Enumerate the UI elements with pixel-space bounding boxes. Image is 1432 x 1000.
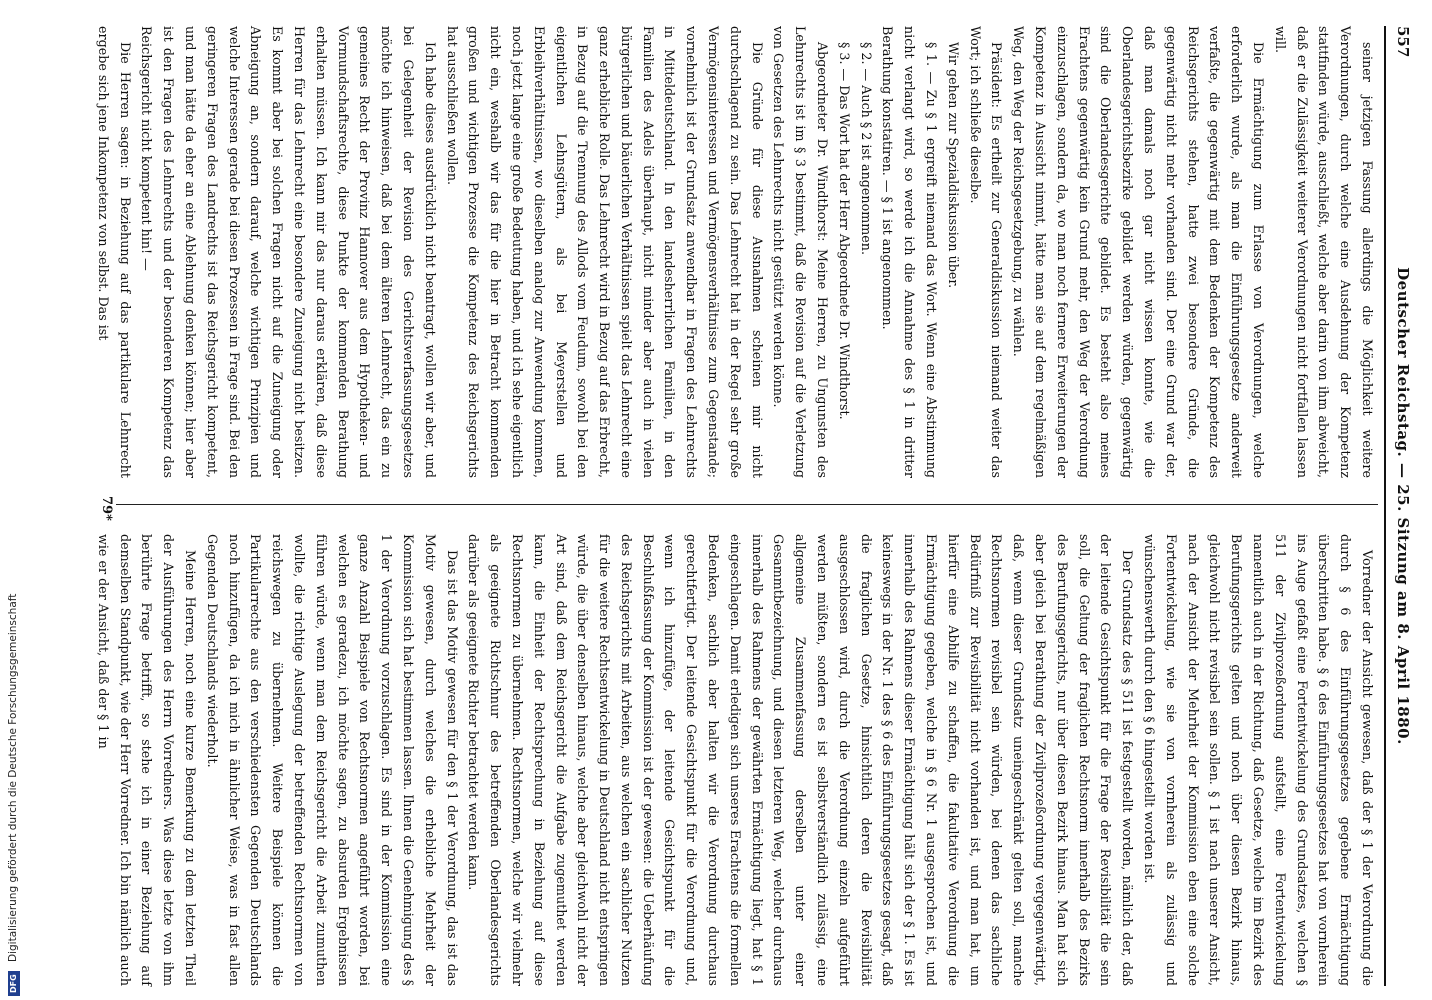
- paragraph: Die Herren sagen: in Beziehung auf das partikulare Lehnrecht ergebe sich jene Inkompetenz von selbst. Das ist: [95, 26, 133, 478]
- digitization-credit: [6, 576, 20, 996]
- paragraph: Der Grundsatz des § 511 ist festgestellt worden, nämlich der, daß der leitende Gesichtspunkt für die Frage der Revisibilität die sein soll, die Geltung der fraglichen Rechtsnorm innerhalb des Bezirks des Berufungsgerichts, nur über diesen Bezirk hinaus. Man hat sich aber gleich bei Berathung der Zivilprozeßordnung vergegenwärtigt, daß, wenn dieser Grundsatz uneingeschränkt gelten soll, manche Rechtsnormen revisibel sein würden, bei denen das sachliche Bedürfniß zur Revisibilität nicht vorhanden ist, und man hat, um hierfür eine Abhilfe zu schaffen, die fakultative Verordnung die Ermächtigung gegeben, welche in § 6 Nr. 1 ausgesprochen ist, und innerhalb des Rahmens dieser Ermächtigung hält sich der § 1. Es ist keineswegs in der Nr. 1 des § 6 des Einführungsgesetzes gesagt, daß die fraglichen Gesetze, hinsichtlich deren die Revisibilität ausgeschlossen wird, durch die Verordnung einzeln aufgeführt werden müßten, sondern es ist selbstverständlich zulässig, eine allgemeine Zusammenfassung derselben unter einer Gesammtbezeichnung, und diesen letzteren Weg, welcher durchaus innerhalb des Rahmens der gewährten Ermächtigung liegt, hat § 1 eingeschlagen. Damit erledigen sich unseres Erachtens die formellen Bedenken, sachlich aber halten wir die Verordnung durchaus gerechtfertigt. Der leitende Gesichtspunkt für die Verordnung und, wenn ich hinzufüge, der leitende Gesichtspunkt für die Beschlußfassung der Kommission ist der gewesen: die Ueberhäufung des Reichsgerichts mit Arbeiten, aus welchen ein sachlicher Nutzen für die weitere Rechtsentwickelung in Deutschland nicht entspringen würde, die über denselben hinaus, welche aber gleichwohl nicht der Art sind, daß dem Reichsgericht die Aufgabe zugemuthet werden kann, die Einheit der Rechtsprechung in Beziehung auf diese Rechtsnormen zu übernehmen. Rechtsnormen, welche wir vielmehr als geeignete Richtschnur des betreffenden Oberlandesgerichts darüber als geeignete Richter betrachtet werden kann.: [466, 534, 1136, 986]
- credit-text: Digitalisierung gefördert durch die Deutsche Forschungsgemeinschaft: [7, 593, 19, 962]
- paragraph: § 2. — Auch § 2 ist angenommen.: [858, 42, 874, 256]
- text-column-left: [95, 26, 1378, 478]
- folio-mark: 79*: [99, 496, 114, 521]
- page-header: [1392, 26, 1414, 986]
- paragraph: § 3. — Das Wort hat der Herr Abgeordnete Dr. Windthorst.: [836, 42, 852, 420]
- paragraph: seiner jetzigen Fassung allerdings die Möglichkeit weitere Verordnungen, durch welche eine Ausdehnung der Kompetenz stattfinden würde, ausschließt, welche aber darin von ihm abweicht, daß er die Zulässigkeit weiterer Verordnungen nicht fortfallen lassen will.: [1272, 26, 1375, 478]
- page-number: 557: [1394, 26, 1412, 58]
- text-column-right: [95, 534, 1378, 986]
- newspaper-page: [95, 26, 1414, 986]
- column-divider: [116, 504, 1378, 505]
- running-title: Deutscher Reichstag. — 25. Sitzung am 8. April 1880.: [1394, 267, 1412, 745]
- paragraph: Vorredner der Ansicht gewesen, daß der § 1 der Verordnung die durch § 6 des Einführungsgesetzes gegebene Ermächtigung überschritten habe. § 6 des Einführungsgesetzes hat von vornherein ins Auge gefaßt eine Fortentwickelung des Grundsatzes, welchen § 511 der Zivilprozeßordnung aufstellt, eine Fortentwickelung namentlich auch in der Richtung, daß Gesetze, welche im Bezirk des Berufungsgerichts gelten und noch über diesen Bezirk hinaus, gleichwohl nicht revisibel sein sollen. § 1 ist nach unserer Ansicht, nach der Ansicht der Mehrheit der Kommission eben eine solche Fortentwickelung, wie sie von vornherein als zulässig und wünschenswerth durch den § 6 hingestellt worden ist.: [1142, 534, 1375, 986]
- header-rule: [1384, 26, 1386, 986]
- paragraph: § 1. — Zu § 1 ergreift niemand das Wort. Wenn eine Abstimmung nicht verlangt wird, so werde ich die Annahme des § 1 in dritter Berathung konstatiren. — § 1 ist angenommen.: [880, 26, 940, 478]
- paragraph: Ich habe dieses ausdrücklich nicht beantragt, wollen wir aber, und bei Gelegenheit der Revision des Gerichtsverfassungsgesetzes möchte ich hinweisen, daß bei dem älteren Lehnrecht, das ein zu gemeines Recht der Provinz Hannover aus dem Hypotheken- und Vormundschaftsrechte, diese Punkte der kommenden Berathung erhalten müssen. Ich kann mir das nur daraus erklären, daß diese Herren für das Lehnrecht eine besondere Zuneigung nicht besitzen. Es kommt aber bei solchen Fragen nicht auf die Zuneigung oder Abneigung an, sondern darauf, welche wichtigen Prinzipien und welche Interessen gerade bei diesen Prozessen in Frage sind. Bei den geringeren Fragen des Landrechts ist das Reichsgericht kompetent, und man hätte da eher an eine Ablehnung denken können; hier aber ist den Fragen des Lehnrechts und der besonderen Kompetenz das Reichsgericht nicht kompetent hin! —: [139, 26, 438, 478]
- paragraph: Meine Herren, noch eine kurze Bemerkung zu dem letzten Theil der Ausführungen des Herrn Vorredners. Was diese letzte von ihm berührte Frage betrifft, so stehe ich in einer Beziehung auf demselben Standpunkt, wie der Herr Vorredner. Ich bin nämlich auch wie er der Ansicht, daß der § 1 in: [95, 534, 198, 986]
- dfg-logo: DFG: [8, 971, 20, 996]
- paragraph: Präsident: Es ertheilt zur Generaldiskussion niemand weiter das Wort; ich schließe dieselbe.: [967, 26, 1005, 478]
- paragraph: Wir gehen zur Spezialdiskussion über.: [945, 42, 961, 289]
- paragraph: Abgeordneter Dr. Windthorst: Meine Herren, zu Ungunsten des Lehnrechts ist im § 3 bestimmt, daß die Revision auf die Verletzung von Gesetzen des Lehnrechts nicht gestützt werden könne.: [771, 26, 831, 478]
- paragraph: Die Gründe für diese Ausnahmen scheinen mir nicht durchschlagend zu sein. Das Lehnrecht hat in der Regel sehr große Vermögensinteressen und Vermögensverhältnisse zum Gegenstande; vornehmlich ist der Grundsatz anwendbar in Fragen des Lehnrechts in Mitteldeutschland. In den landesherrlichen Familien, in den Familien des Adels überhaupt, nicht minder aber auch in vielen bürgerlichen und bäuerlichen Verhältnissen spielt das Lehnrecht eine ganz erhebliche Rolle. Das Lehnrecht wird in Bezug auf das Erbrecht, in Bezug auf die Trennung des Allods vom Feudum, sowohl bei den eigentlichen Lehnsgütern, als bei Meyerstellen und Erbleihverhältnissen, wo dieselben analog zur Anwendung kommen, noch jetzt lange eine große Bedeutung haben, und ich sehe eigentlich nicht ein, weshalb wir das für die hier in Betracht kommenden großen und wichtigen Prozesse die Kompetenz des Reichsgerichts hat ausschließen wollen.: [444, 26, 765, 478]
- paragraph: Das ist das Motiv gewesen für den § 1 der Verordnung, das ist das Motiv gewesen, durch welches die erhebliche Mehrheit der Kommission sich hat bestimmen lassen. Ihnen die Genehmigung des § 1 der Verordnung vorzuschlagen. Es sind in der Kommission eine ganze Anzahl Beispiele von Rechtsnormen angeführt worden, bei welchen es geradezu, ich möchte sagen, zu absurden Ergebnissen führen würde, wenn man dem Reichsgericht die Arbeit zumuthen wollte, die richtige Auslegung der betreffenden Rechtsnormen von reichswegen zu übernehmen. Weitere Beispiele können die Partikularrechte aus den verschiedensten Gegenden Deutschlands noch hinzufügen, da ich mich in ähnlicher Weise, was in fast allen Gegenden Deutschlands wiederholt.: [204, 534, 460, 986]
- paragraph: Die Ermächtigung zum Erlasse von Verordnungen, welche erforderlich wurde, als man die Einführungsgesetze anderweit verfaßte, die gegenwärtig mit dem Bedenken der Kompetenz des Reichsgerichts stehen, hatte zwei besondere Gründe, die gegenwärtig nicht mehr vorhanden sind. Der eine Grund war der, daß man damals noch gar nicht wissen konnte, wie die Oberlandesgerichtsbezirke gebildet werden würden, gegenwärtig sind die Oberlandesgerichte gebildet. Es besteht also meines Erachtens gegenwärtig kein Grund mehr, den Weg der Verordnung einzuschlagen, sondern da, wo man noch fernere Erweiterungen der Kompetenz in Aussicht nimmt, hätte man sie auf dem regelmäßigen Weg, den Weg der Reichsgesetzgebung, zu wählen.: [1011, 26, 1267, 478]
